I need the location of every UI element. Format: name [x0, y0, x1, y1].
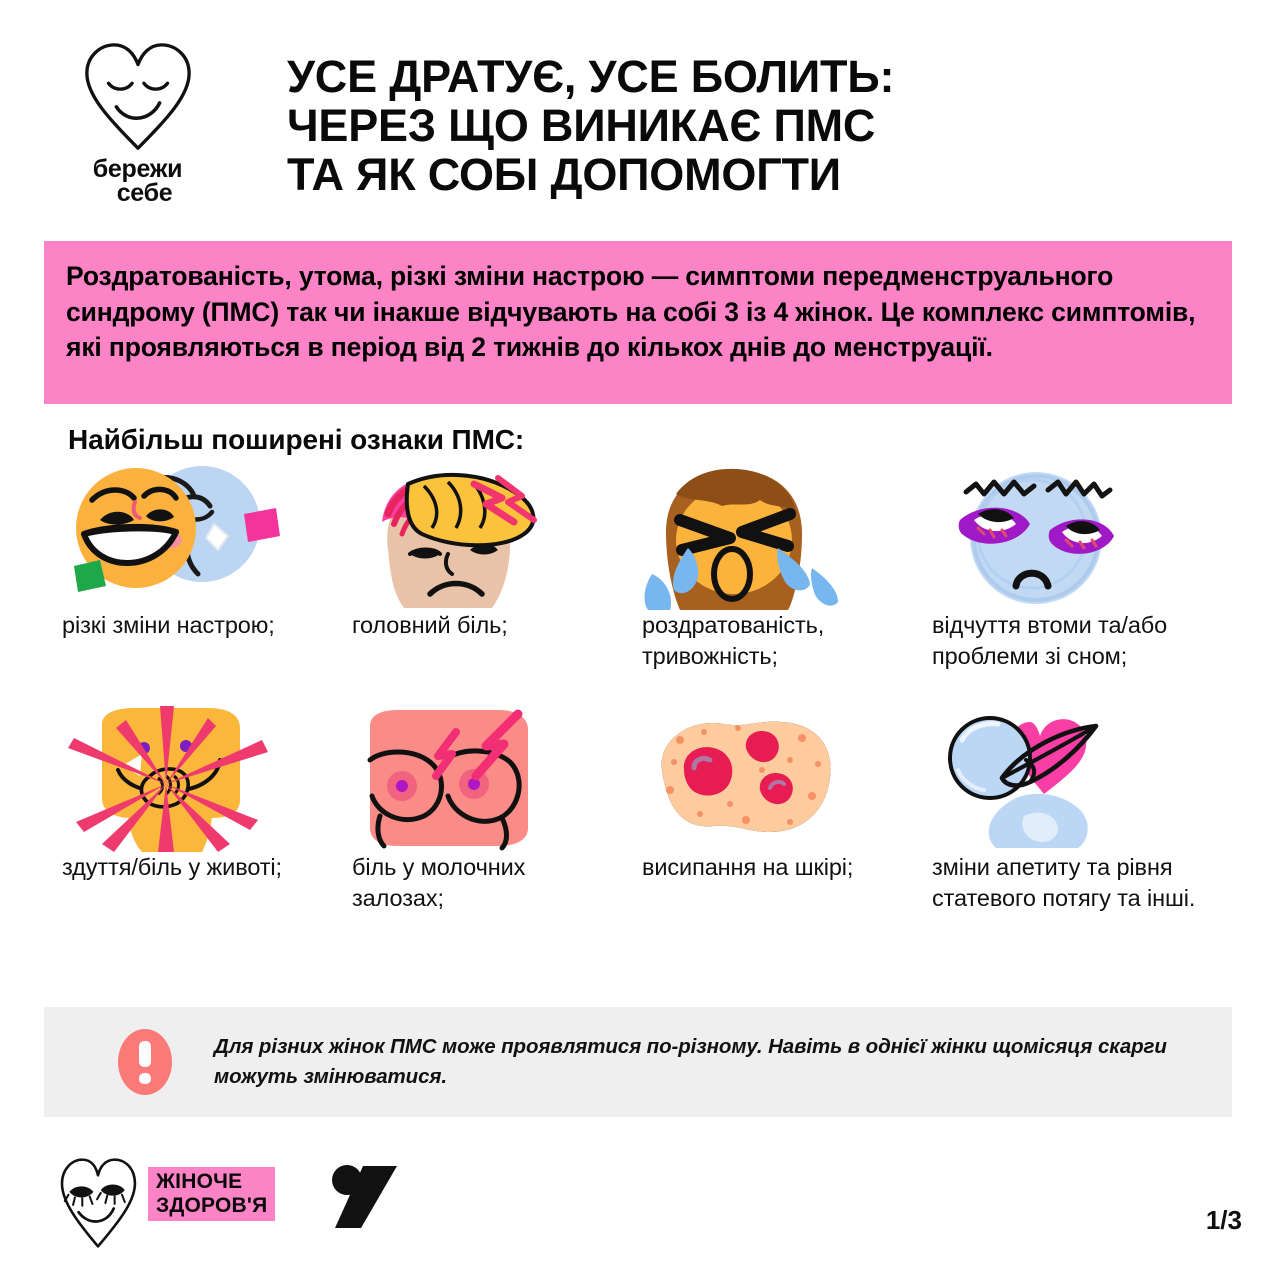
page-title: [287, 52, 1247, 199]
symptom-caption: головний біль;: [352, 612, 508, 638]
symptom-illustration: [932, 462, 1222, 610]
symptom-illustration: [62, 462, 352, 610]
appetite-libido-icon: [932, 704, 1152, 852]
footer: [0, 1150, 1280, 1280]
header: [0, 0, 1280, 228]
symptom-item: [352, 704, 642, 914]
symptom-illustration: [642, 462, 932, 610]
brand-logo: [55, 38, 220, 206]
page-title-line3: ТА ЯК СОБІ ДОПОМОГТИ: [287, 149, 841, 201]
y-mark-icon: [331, 1164, 399, 1230]
symptom-caption: різкі зміни настрою;: [62, 612, 275, 638]
symptom-caption: відчуття втоми та/або проблеми зі сном;: [932, 612, 1168, 670]
skin-rash-icon: [642, 704, 852, 852]
page-title-line1: УСЕ ДРАТУЄ, УСЕ БОЛИТЬ:: [287, 51, 895, 102]
breast-pain-icon: [352, 704, 572, 852]
symptoms-row-2: [62, 704, 1222, 914]
crying-face-icon: [642, 462, 862, 610]
note-text: Для різних жінок ПМС може проявлятися по-різному. Навіть в однієї жінки щомісяця скарги можуть змінюватися.: [214, 1035, 1167, 1088]
symptom-illustration: [352, 462, 642, 610]
intro-text: Роздратованість, утома, різкі зміни настрою — симптоми передменструального синдрому (ПМС) так чи інакше відчувають на собі 3 із 4 жінок. Це комплекс симптомів, які проявляються в період від 2 тижнів до кількох днів до менструації.: [66, 261, 1196, 362]
womens-health-line1: ЖІНОЧЕ: [156, 1170, 243, 1193]
intro-banner: [44, 241, 1232, 404]
mood-swings-masks-icon: [62, 462, 302, 610]
symptom-item: [62, 704, 352, 914]
symptoms-grid: [62, 462, 1222, 914]
headache-icon: [352, 462, 582, 610]
symptoms-row-1: [62, 462, 1222, 672]
brand-name-line2: себе: [116, 178, 173, 207]
symptom-caption: зміни апетиту та рівня статевого потягу та інші.: [932, 854, 1196, 912]
smiling-heart-icon: [79, 38, 197, 156]
winking-heart-face-icon: [56, 1155, 140, 1251]
brand-name-line1: бережи: [92, 155, 183, 183]
symptom-caption: здуття/біль у животі;: [62, 854, 282, 881]
exclamation-circle-icon: [118, 1029, 172, 1095]
abdominal-pain-icon: [62, 704, 292, 852]
womens-health-logo: [148, 1167, 275, 1221]
brand-name: [55, 155, 220, 207]
symptom-caption: роздратованість, тривожність;: [642, 612, 825, 670]
tired-face-icon: [932, 462, 1152, 610]
symptom-item: [642, 462, 932, 672]
symptom-caption: біль у молочних залозах;: [352, 854, 526, 912]
symptom-item: [642, 704, 932, 914]
symptom-illustration: [932, 704, 1222, 852]
note-box: [44, 1007, 1232, 1117]
symptom-illustration: [352, 704, 642, 852]
symptom-item: [62, 462, 352, 672]
symptom-item: [352, 462, 642, 672]
symptom-caption: висипання на шкірі;: [642, 854, 854, 881]
symptom-item: [932, 462, 1222, 672]
symptom-illustration: [62, 704, 352, 852]
page-title-line2: ЧЕРЕЗ ЩО ВИНИКАЄ ПМС: [287, 100, 876, 152]
symptom-item: [932, 704, 1222, 914]
womens-health-line2: ЗДОРОВ'Я: [156, 1193, 268, 1217]
section-title: Найбільш поширені ознаки ПМС:: [68, 424, 525, 455]
page-number: 1/3: [1205, 1205, 1242, 1235]
symptom-illustration: [642, 704, 932, 852]
